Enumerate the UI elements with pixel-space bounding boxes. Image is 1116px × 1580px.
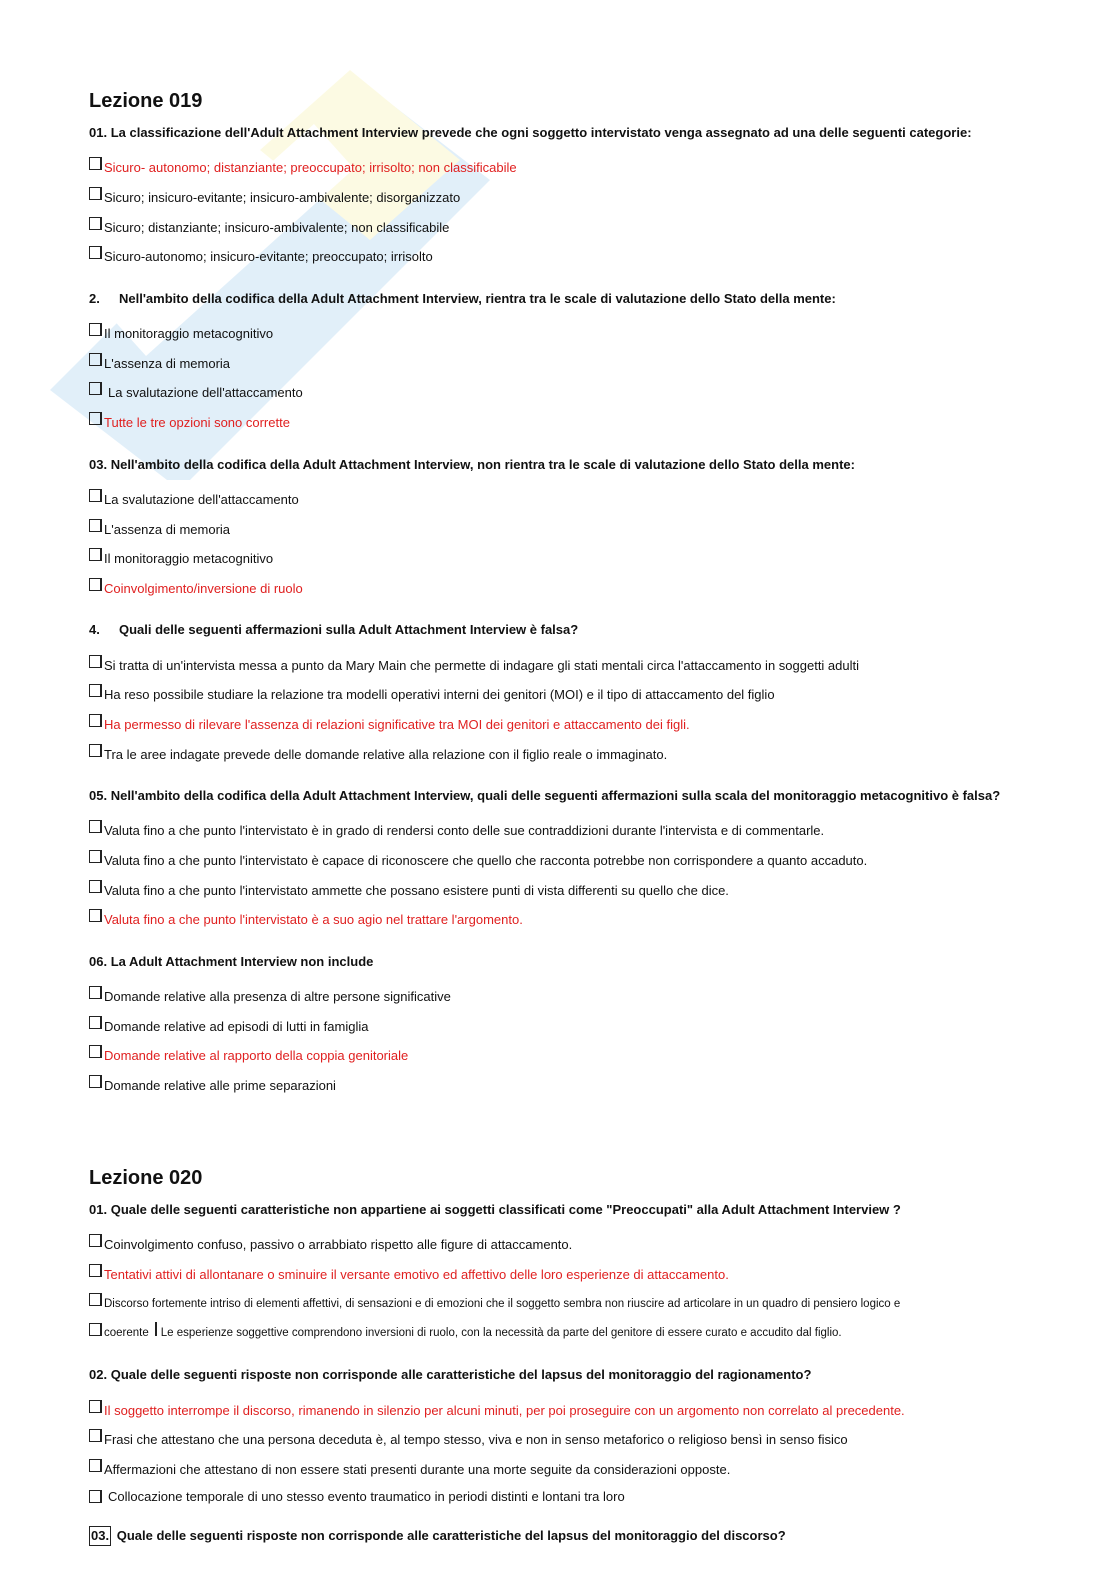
question-text: 06. La Adult Attachment Interview non include — [89, 953, 374, 969]
checkbox[interactable] — [89, 157, 102, 170]
answer-options — [89, 1230, 1049, 1349]
answer-option[interactable]: Si tratta di un'intervista messa a punto da Mary Main che permette di indagare gli stati mentali circa l'attaccamento in soggetti adulti — [89, 650, 1049, 680]
answer-option[interactable]: Il monitoraggio metacognitivo — [89, 319, 1049, 349]
checkbox[interactable] — [89, 1016, 102, 1029]
answer-option[interactable]: Domande relative al rapporto della coppia genitoriale — [89, 1041, 1049, 1071]
lesson-title: Lezione 019 — [89, 90, 203, 112]
checkbox[interactable] — [89, 714, 102, 727]
question-text: 05. Nell'ambito della codifica della Adult Attachment Interview, quali delle seguenti affermazioni sulla scala del monitoraggio metacognitivo è falsa? — [89, 788, 1001, 803]
answer-option[interactable]: Ha permesso di rilevare l'assenza di relazioni significative tra MOI dei genitori e attaccamento dei figli. — [89, 710, 1049, 740]
answer-option[interactable]: Coinvolgimento/inversione di ruolo — [89, 574, 1049, 604]
answer-option[interactable]: Il soggetto interrompe il discorso, rimanendo in silenzio per alcuni minuti, per poi proseguire con un argomento non correlato al precedente. — [89, 1395, 1049, 1425]
answer-option[interactable]: Coinvolgimento confuso, passivo o arrabbiato rispetto alle figure di attaccamento. — [89, 1230, 1049, 1260]
answer-option[interactable]: Domande relative ad episodi di lutti in famiglia — [89, 1011, 1049, 1041]
checkbox[interactable] — [89, 880, 102, 893]
checkbox-fragment[interactable] — [155, 1322, 157, 1336]
checkbox[interactable] — [89, 1323, 102, 1336]
answer-option[interactable]: Valuta fino a che punto l'intervistato è capace di riconoscere che quello che racconta potrebbe non corrispondere a quanto accaduto. — [89, 846, 1049, 876]
answer-option[interactable]: L'assenza di memoria — [89, 514, 1049, 544]
checkbox[interactable] — [89, 1490, 102, 1503]
answer-option[interactable]: Domande relative alla presenza di altre persone significative — [89, 982, 1049, 1012]
answer-option[interactable]: Discorso fortemente intriso di elementi affettivi, di sensazioni e di emozioni che il soggetto sembra non riuscire ad articolare in un quadro di pensiero logico e — [89, 1289, 1049, 1319]
question-text: 01. Quale delle seguenti caratteristiche non appartiene ai soggetti classificati come "Preoccupati" alla Adult Attachment Interview ? — [89, 1201, 901, 1217]
answer-option[interactable]: Sicuro; distanziante; insicuro-ambivalente; non classificabile — [89, 212, 1049, 242]
checkbox[interactable] — [89, 489, 102, 502]
checkbox[interactable] — [89, 519, 102, 532]
answer-options — [89, 650, 1049, 769]
question-text: 03. Nell'ambito della codifica della Adult Attachment Interview, non rientra tra le scale di valutazione dello Stato della mente: — [89, 456, 855, 472]
checkbox[interactable] — [89, 323, 102, 336]
checkbox[interactable] — [89, 382, 102, 395]
answer-option[interactable]: Collocazione temporale di uno stesso evento traumatico in periodi distinti e lontani tra loro — [89, 1484, 1049, 1508]
answer-option[interactable]: Sicuro-autonomo; insicuro-evitante; preoccupato; irrisolto — [89, 242, 1049, 272]
answer-option[interactable]: Sicuro- autonomo; distanziante; preoccupato; irrisolto; non classificabile — [89, 153, 1049, 183]
answer-option[interactable]: Frasi che attestano che una persona deceduta è, al tempo stesso, viva e non in senso metaforico o religioso bensì in senso fisico — [89, 1425, 1049, 1455]
checkbox[interactable] — [89, 412, 102, 425]
answer-option[interactable]: Domande relative alle prime separazioni — [89, 1071, 1049, 1101]
checkbox[interactable] — [89, 548, 102, 561]
checkbox[interactable] — [89, 1234, 102, 1247]
answer-option[interactable]: L'assenza di memoria — [89, 348, 1049, 378]
checkbox[interactable] — [89, 1045, 102, 1058]
checkbox[interactable] — [89, 246, 102, 259]
question-text: 03. Quale delle seguenti risposte non corrisponde alle caratteristiche del lapsus del monitoraggio del discorso? — [89, 1526, 1049, 1546]
answer-option[interactable]: Valuta fino a che punto l'intervistato ammette che possano esistere punti di vista differenti su quello che dice. — [89, 875, 1049, 905]
answer-options — [89, 319, 1049, 438]
checkbox[interactable] — [89, 1429, 102, 1442]
answer-option[interactable]: Ha reso possibile studiare la relazione tra modelli operativi interni dei genitori (MOI) e il tipo di attaccamento del figlio — [89, 680, 1049, 710]
checkbox[interactable] — [89, 850, 102, 863]
answer-option[interactable]: Il monitoraggio metacognitivo — [89, 544, 1049, 574]
answer-option[interactable]: Tentativi attivi di allontanare o sminuire il versante emotivo ed affettivo delle loro esperienze di attaccamento. — [89, 1259, 1049, 1289]
answer-option[interactable]: Valuta fino a che punto l'intervistato è in grado di rendersi conto delle sue contraddizioni durante l'intervista e di commentarle. — [89, 816, 1049, 846]
answer-option[interactable]: coerente Le esperienze soggettive comprendono inversioni di ruolo, con la necessità da parte del genitore di essere curato e accudito dal figlio. — [89, 1319, 1049, 1349]
checkbox[interactable] — [89, 986, 102, 999]
answer-option[interactable]: La svalutazione dell'attaccamento — [89, 378, 1049, 408]
answer-options — [89, 153, 1049, 272]
checkbox[interactable] — [89, 1075, 102, 1088]
checkbox[interactable] — [89, 187, 102, 200]
answer-options — [89, 816, 1049, 935]
checkbox[interactable] — [89, 1264, 102, 1277]
checkbox[interactable] — [89, 909, 102, 922]
checkbox[interactable] — [89, 684, 102, 697]
answer-option[interactable]: La svalutazione dell'attaccamento — [89, 485, 1049, 515]
answer-option[interactable]: Affermazioni che attestano di non essere stati presenti durante una morte seguite da considerazioni opposte. — [89, 1455, 1049, 1485]
document-page — [89, 86, 1049, 1557]
checkbox[interactable] — [89, 1459, 102, 1472]
answer-options — [89, 982, 1049, 1101]
checkbox[interactable] — [89, 1293, 102, 1306]
answer-option[interactable]: Tutte le tre opzioni sono corrette — [89, 408, 1049, 438]
checkbox[interactable] — [89, 217, 102, 230]
checkbox[interactable] — [89, 578, 102, 591]
lesson-title: Lezione 020 — [89, 1166, 203, 1189]
checkbox[interactable] — [89, 1400, 102, 1413]
checkbox[interactable] — [89, 820, 102, 833]
answer-option[interactable]: Valuta fino a che punto l'intervistato è a suo agio nel trattare l'argomento. — [89, 905, 1049, 935]
answer-options — [89, 1395, 1049, 1508]
answer-option[interactable]: Tra le aree indagate prevede delle domande relative alla relazione con il figlio reale o immaginato. — [89, 739, 1049, 769]
question-text: 4. Quali delle seguenti affermazioni sulla Adult Attachment Interview è falsa? — [89, 622, 579, 638]
question-text: 2. Nell'ambito della codifica della Adult Attachment Interview, rientra tra le scale di valutazione dello Stato della mente: — [89, 290, 836, 306]
checkbox[interactable] — [89, 353, 102, 366]
checkbox[interactable] — [89, 655, 102, 668]
question-text: 02. Quale delle seguenti risposte non corrisponde alle caratteristiche del lapsus del monitoraggio del ragionamento? — [89, 1367, 812, 1383]
answer-options — [89, 485, 1049, 604]
question-text: 01. La classificazione dell'Adult Attachment Interview prevede che ogni soggetto intervistato venga assegnato ad una delle seguenti categorie: — [89, 125, 972, 140]
checkbox[interactable] — [89, 744, 102, 757]
answer-option[interactable]: Sicuro; insicuro-evitante; insicuro-ambivalente; disorganizzato — [89, 183, 1049, 213]
